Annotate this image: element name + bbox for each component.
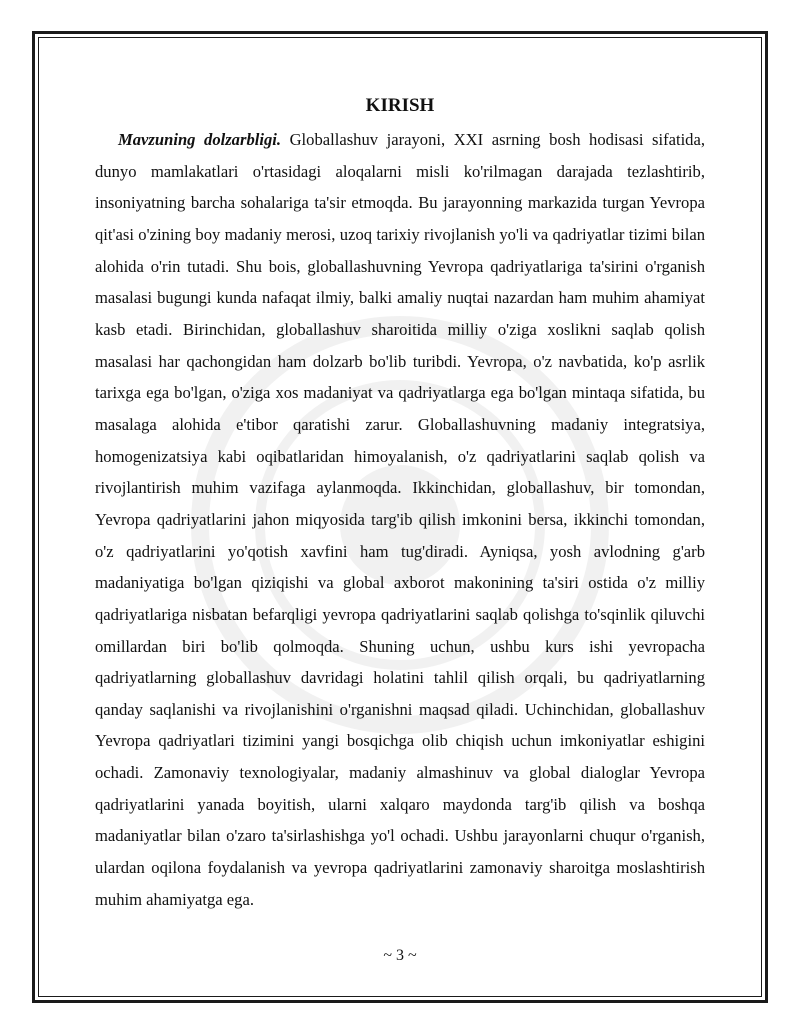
document-title: KIRISH xyxy=(365,95,435,116)
page-number: ~ 3 ~ xyxy=(383,947,417,964)
lead-phrase: Mavzuning dolzarbligi. xyxy=(118,130,282,149)
paragraph-text: Globallashuv jarayoni, XXI asrning bosh hodisasi sifatida, dunyo mamlakatlari o'rtasidagi aloqalarni misli ko'rilmagan darajada tezlashtirib, insoniyatning barcha sohalariga ta'sir etmoqda. Bu jarayonning markazida turgan Yevropa qit'asi o'zining boy madaniy merosi, uzoq tarixiy rivojlanish yo'li va qadriyatlar tizimi bilan alohida o'rin tutadi. Shu bois, globallashuvning Yevropa qadriyatlariga ta'sirini o'rganish masalasi bugungi kunda nafaqat ilmiy, balki amaliy nuqtai nazardan ham muhim ahamiyat kasb etadi. Birinchidan, globallashuv sharoitida milliy o'ziga xoslikni saqlab qolish masalasi har qachongidan ham dolzarb bo'lib turibdi. Yevropa, o'z navbatida, ko'p asrlik tarixga ega bo'lgan, o'ziga xos madaniyat va qadriyatlarga ega bo'lgan mintaqa sifatida, bu masalaga alohida e'tibor qaratishi zarur. Globallashuvning madaniy integratsiya, homogenizatsiya kabi oqibatlaridan himoyalanish, o'z qadriyatlarini saqlab qolish va rivojlantirish muhim vazifaga aylanmoqda. Ikkinchidan, globallashuv, bir tomondan, Yevropa qadriyatlarini jahon miqyosida targ'ib qilish imkonini bersa, ikkinchi tomondan, o'z qadriyatlarini yo'qotish xavfini ham tug'diradi. Ayniqsa, yosh avlodning g'arb madaniyatiga bo'lgan qiziqishi va global axborot makonining ta'siri ostida o'z milliy qadriyatlariga nisbatan befarqligi yevropa qadriyatlarini saqlab qolishga to'sqinlik qiluvchi omillardan biri bo'lib qolmoqda. Shuning uchun, ushbu kurs ishi yevropacha qadriyatlarning globallashuv davridagi holatini tahlil qilish orqali, bu qadriyatlarning qanday saqlanishi va rivojlanishini o'rganishni maqsad qiladi. Uchinchidan, globallashuv Yevropa qadriyatlari tizimini yangi bosqichga olib chiqish uchun imkoniyatlar eshigini ochadi. Zamonaviy texnologiyalar, madaniy almashinuv va global dialoglar Yevropa qadriyatlarini yanada boyitish, ularni xalqaro maydonda targ'ib qilish va boshqa madaniyatlar bilan o'zaro ta'sirlashishga yo'l ochadi. Ushbu jarayonlarni chuqur o'rganish, ulardan oqilona foydalanish va yevropa qadriyatlarini zamonaviy sharoitga moslashtirish muhim ahamiyatga ega. xyxy=(95,130,705,909)
body-paragraph xyxy=(95,124,705,915)
